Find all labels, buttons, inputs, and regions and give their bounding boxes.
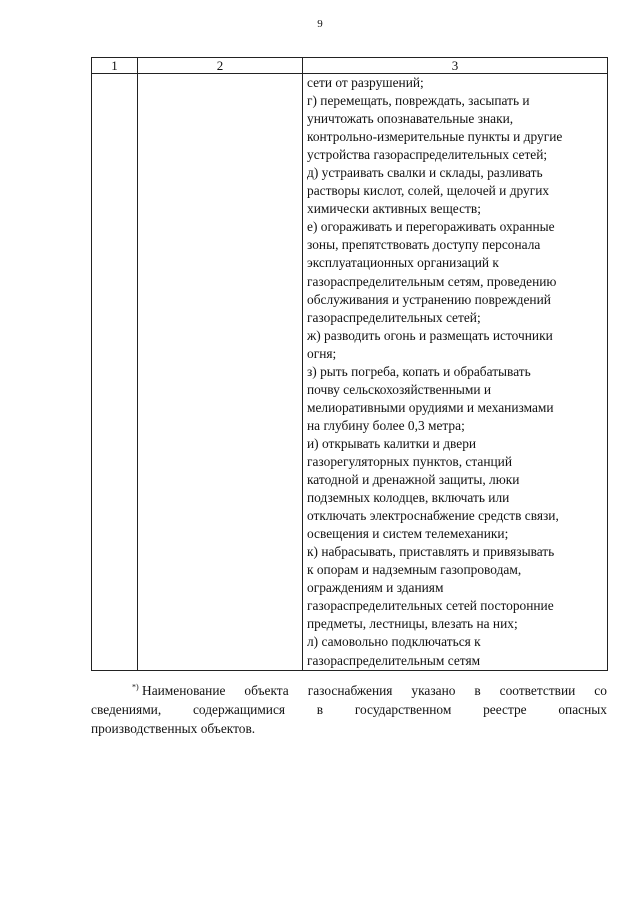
footnote-word: объекта	[244, 683, 289, 698]
text-line: огня;	[307, 345, 337, 361]
text-line: освещения и систем телемеханики;	[307, 526, 509, 542]
table-row	[92, 74, 608, 671]
column-header-1: 1	[92, 58, 138, 74]
text-line: газораспределительным сетям, проведению	[307, 273, 557, 289]
page-number: 9	[317, 18, 323, 30]
table-header-row	[92, 58, 608, 74]
document-table	[91, 57, 608, 671]
text-line: газораспределительных сетей;	[307, 309, 481, 325]
footnote-marker: *)	[132, 682, 139, 692]
footnote-first-word-group	[132, 681, 225, 700]
text-line: устройства газораспределительных сетей;	[307, 147, 548, 163]
text-line: и) открывать калитки и двери	[307, 435, 477, 451]
text-line: г) перемещать, повреждать, засыпать и	[307, 93, 530, 109]
column-header-2: 2	[138, 58, 303, 74]
text-line: эксплуатационных организаций к	[307, 255, 499, 271]
footnote-word: в	[474, 683, 481, 698]
footnote-word: соответствии	[499, 683, 576, 698]
table-cell-col2	[138, 74, 303, 671]
footnote-line-2	[91, 700, 607, 719]
footnote-word: содержащимися	[192, 702, 286, 717]
text-line: обслуживания и устранению повреждений	[307, 291, 551, 307]
footnote-word: реестре	[483, 702, 527, 717]
prohibitions-text	[307, 74, 601, 670]
footnote	[91, 681, 607, 738]
footnote-word: сведениями,	[91, 702, 162, 717]
footnote-word: государственном	[354, 702, 452, 717]
text-line: химически активных веществ;	[307, 201, 481, 217]
text-line: на глубину более 0,3 метра;	[307, 417, 465, 433]
footnote-word: Наименование	[142, 683, 226, 698]
table-cell-col1	[92, 74, 138, 671]
text-line: контрольно-измерительные пункты и другие	[307, 129, 563, 145]
footnote-word: в	[316, 702, 324, 717]
text-line: почву сельскохозяйственными и	[307, 381, 492, 397]
table-cell-col3	[303, 74, 608, 671]
text-line: газораспределительным сетям	[307, 652, 481, 668]
text-line: подземных колодцев, включать или	[307, 490, 510, 506]
text-line: предметы, лестницы, влезать на них;	[307, 616, 518, 632]
text-line: катодной и дренажной защиты, люки	[307, 472, 520, 488]
text-line: д) устраивать свалки и склады, разливать	[307, 165, 543, 181]
text-line: газораспределительных сетей посторонние	[307, 598, 554, 614]
footnote-word: опасных	[558, 702, 607, 717]
footnote-word: указано	[411, 683, 456, 698]
text-line: ж) разводить огонь и размещать источники	[307, 327, 553, 343]
text-line: отключать электроснабжение средств связи,	[307, 508, 559, 524]
footnote-line-3: производственных объектов.	[91, 721, 256, 736]
text-line: растворы кислот, солей, щелочей и других	[307, 183, 550, 199]
text-line: зоны, препятствовать доступу персонала	[307, 237, 541, 253]
footnote-word: газоснабжения	[307, 683, 393, 698]
text-line: уничтожать опознавательные знаки,	[307, 111, 514, 127]
text-line: е) огораживать и перегораживать охранные	[307, 219, 555, 235]
text-line: газорегуляторных пунктов, станций	[307, 453, 513, 469]
text-line: л) самовольно подключаться к	[307, 634, 481, 650]
text-line: мелиоративными орудиями и механизмами	[307, 399, 554, 415]
text-line: к опорам и надземным газопроводам,	[307, 562, 522, 578]
text-line: ограждениям и зданиям	[307, 580, 444, 596]
text-line: з) рыть погреба, копать и обрабатывать	[307, 363, 531, 379]
column-header-3: 3	[303, 58, 608, 74]
text-line: к) набрасывать, приставлять и привязывать	[307, 544, 555, 560]
text-line: сети от разрушений;	[307, 75, 424, 90]
footnote-word: со	[594, 683, 607, 698]
footnote-line-1	[91, 681, 607, 700]
